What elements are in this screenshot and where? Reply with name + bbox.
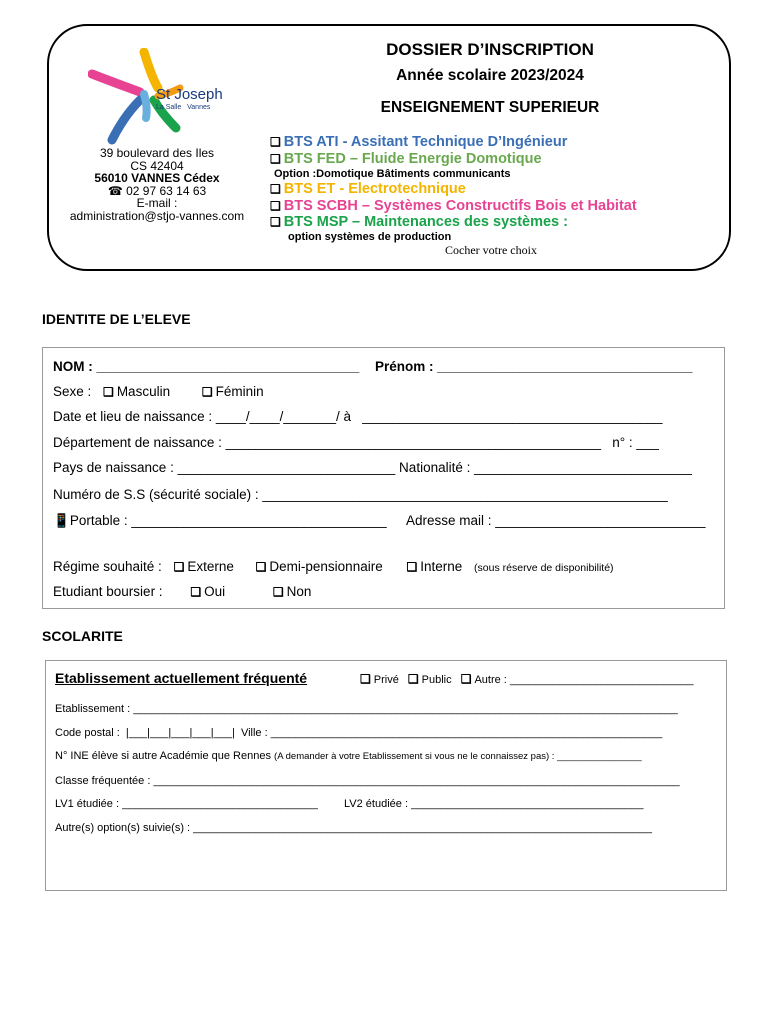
mobile-phone-icon: 📱 (53, 513, 70, 528)
checkbox-icon[interactable]: ❑ (272, 585, 284, 599)
nom-field[interactable]: NOM : ___________________________________ (53, 359, 360, 374)
course-fed[interactable] (270, 151, 542, 167)
boursier-row (53, 584, 311, 599)
fed-option: Option :Domotique Bâtiments communicants (274, 168, 511, 180)
checkbox-icon[interactable]: ❑ (360, 672, 371, 686)
portable-field[interactable]: 📱Portable : __________________________________ (53, 513, 387, 528)
etablissement-field[interactable]: Etablissement : _________________________________________________________________________________________ (55, 703, 678, 715)
boursier-label: Etudiant boursier : (53, 584, 163, 599)
interne-option[interactable]: ❑ Interne (406, 559, 463, 574)
public-option[interactable]: ❑ Public (407, 672, 452, 686)
checkbox-icon[interactable]: ❑ (270, 182, 281, 196)
course-ati[interactable] (270, 134, 567, 150)
departement-field[interactable]: Département de naissance : __________________________________________________ n° : ___ (53, 435, 659, 450)
course-msp[interactable] (270, 214, 568, 230)
lv2-field[interactable]: LV2 étudiée : ______________________________________ (344, 798, 644, 810)
phone-icon: ☎ (107, 183, 127, 198)
feminin-option[interactable]: ❑ Féminin (201, 384, 264, 399)
course-et[interactable] (270, 181, 466, 197)
checkbox-icon[interactable]: ❑ (270, 152, 281, 166)
contact-address: 39 boulevard des Iles (99, 146, 215, 160)
oui-option[interactable]: ❑ Oui (190, 584, 226, 599)
course-fed-label: BTS FED – Fluide Energie Domotique (283, 151, 542, 167)
course-scbh-label: BTS SCBH – Systèmes Constructifs Bois et Habitat (283, 198, 637, 214)
checkbox-icon[interactable]: ❑ (406, 560, 418, 574)
checkbox-icon[interactable]: ❑ (460, 672, 472, 686)
reserve-note: (sous réserve de disponibilité) (474, 562, 614, 574)
pays-field[interactable]: Pays de naissance : _____________________________ Nationalité : _____________________________ (53, 460, 692, 475)
options-field[interactable]: Autre(s) option(s) suivie(s) : ___________________________________________________________________________ (55, 822, 652, 834)
ine-field[interactable]: N° INE élève si autre Académie que Rennes (A demander à votre Etablissement si vous ne le connaissez pas) : ________________ (55, 750, 642, 762)
regime-row (53, 559, 614, 574)
choose-instruction: Cocher votre choix (445, 243, 537, 257)
course-ati-label: BTS ATI - Assitant Technique D’Ingénieur (283, 134, 568, 150)
checkbox-icon[interactable]: ❑ (255, 560, 267, 574)
page-title: DOSSIER D’INSCRIPTION (386, 40, 594, 59)
prenom-field[interactable]: Prénom : __________________________________ (375, 359, 693, 374)
checkbox-icon[interactable]: ❑ (201, 385, 213, 399)
prive-option[interactable]: ❑ Privé (360, 672, 399, 686)
classe-field[interactable]: Classe fréquentée : ______________________________________________________________________________________ (55, 775, 680, 787)
scolarite-section-title: SCOLARITE (42, 628, 123, 644)
checkbox-icon[interactable]: ❑ (173, 560, 185, 574)
page-subtitle: ENSEIGNEMENT SUPERIEUR (380, 99, 600, 116)
contact-block (62, 147, 252, 222)
regime-label: Régime souhaité : (53, 559, 162, 574)
identite-section-title: IDENTITE DE L’ELEVE (42, 311, 191, 327)
course-et-label: BTS ET - Electrotechnique (283, 181, 466, 197)
checkbox-icon[interactable]: ❑ (407, 672, 419, 686)
non-option[interactable]: ❑ Non (272, 584, 312, 599)
logo-text: St Joseph (156, 86, 223, 103)
masculin-option[interactable]: ❑ Masculin (103, 384, 171, 399)
school-logo (88, 48, 228, 148)
autre-option[interactable]: ❑ Autre : ______________________________ (460, 672, 694, 686)
contact-phone: ☎ 02 97 63 14 63 (107, 183, 207, 198)
checkbox-icon[interactable]: ❑ (103, 385, 114, 399)
contact-city: 56010 VANNES Cédex (94, 171, 220, 185)
checkbox-icon[interactable]: ❑ (270, 215, 281, 229)
checkbox-icon[interactable]: ❑ (270, 199, 281, 213)
contact-email: administration@stjo-vannes.com (69, 208, 245, 223)
checkbox-icon[interactable]: ❑ (270, 135, 281, 149)
code-postal-field[interactable]: Code postal : |___|___|___|___|___| Ville : ________________________________________________________________ (55, 727, 663, 739)
course-scbh[interactable] (270, 198, 637, 214)
lv1-field[interactable]: LV1 étudiée : ________________________________ (55, 798, 318, 810)
externe-option[interactable]: ❑ Externe (173, 559, 234, 574)
sexe-row (53, 384, 264, 399)
course-msp-label: BTS MSP – Maintenances des systèmes : (283, 214, 568, 230)
etab-heading: Etablissement actuellement fréquenté (55, 670, 308, 686)
checkbox-icon[interactable]: ❑ (190, 585, 202, 599)
logo-subtext: La Salle Vannes (156, 104, 211, 111)
sexe-label: Sexe : (53, 384, 92, 399)
ss-field[interactable]: Numéro de S.S (sécurité sociale) : ______________________________________________________ (53, 487, 668, 502)
school-year: Année scolaire 2023/2024 (396, 67, 584, 84)
naissance-field[interactable]: Date et lieu de naissance : ____/____/_______/ à ________________________________________ (53, 409, 663, 424)
adresse-mail-field[interactable]: Adresse mail : ____________________________ (406, 513, 706, 528)
contact-cs: CS 42404 (130, 158, 184, 173)
demi-option[interactable]: ❑ Demi-pensionnaire (255, 559, 383, 574)
etab-type-row (360, 672, 693, 686)
msp-option: option systèmes de production (288, 231, 452, 243)
contact-email-label: E-mail : (136, 196, 178, 210)
